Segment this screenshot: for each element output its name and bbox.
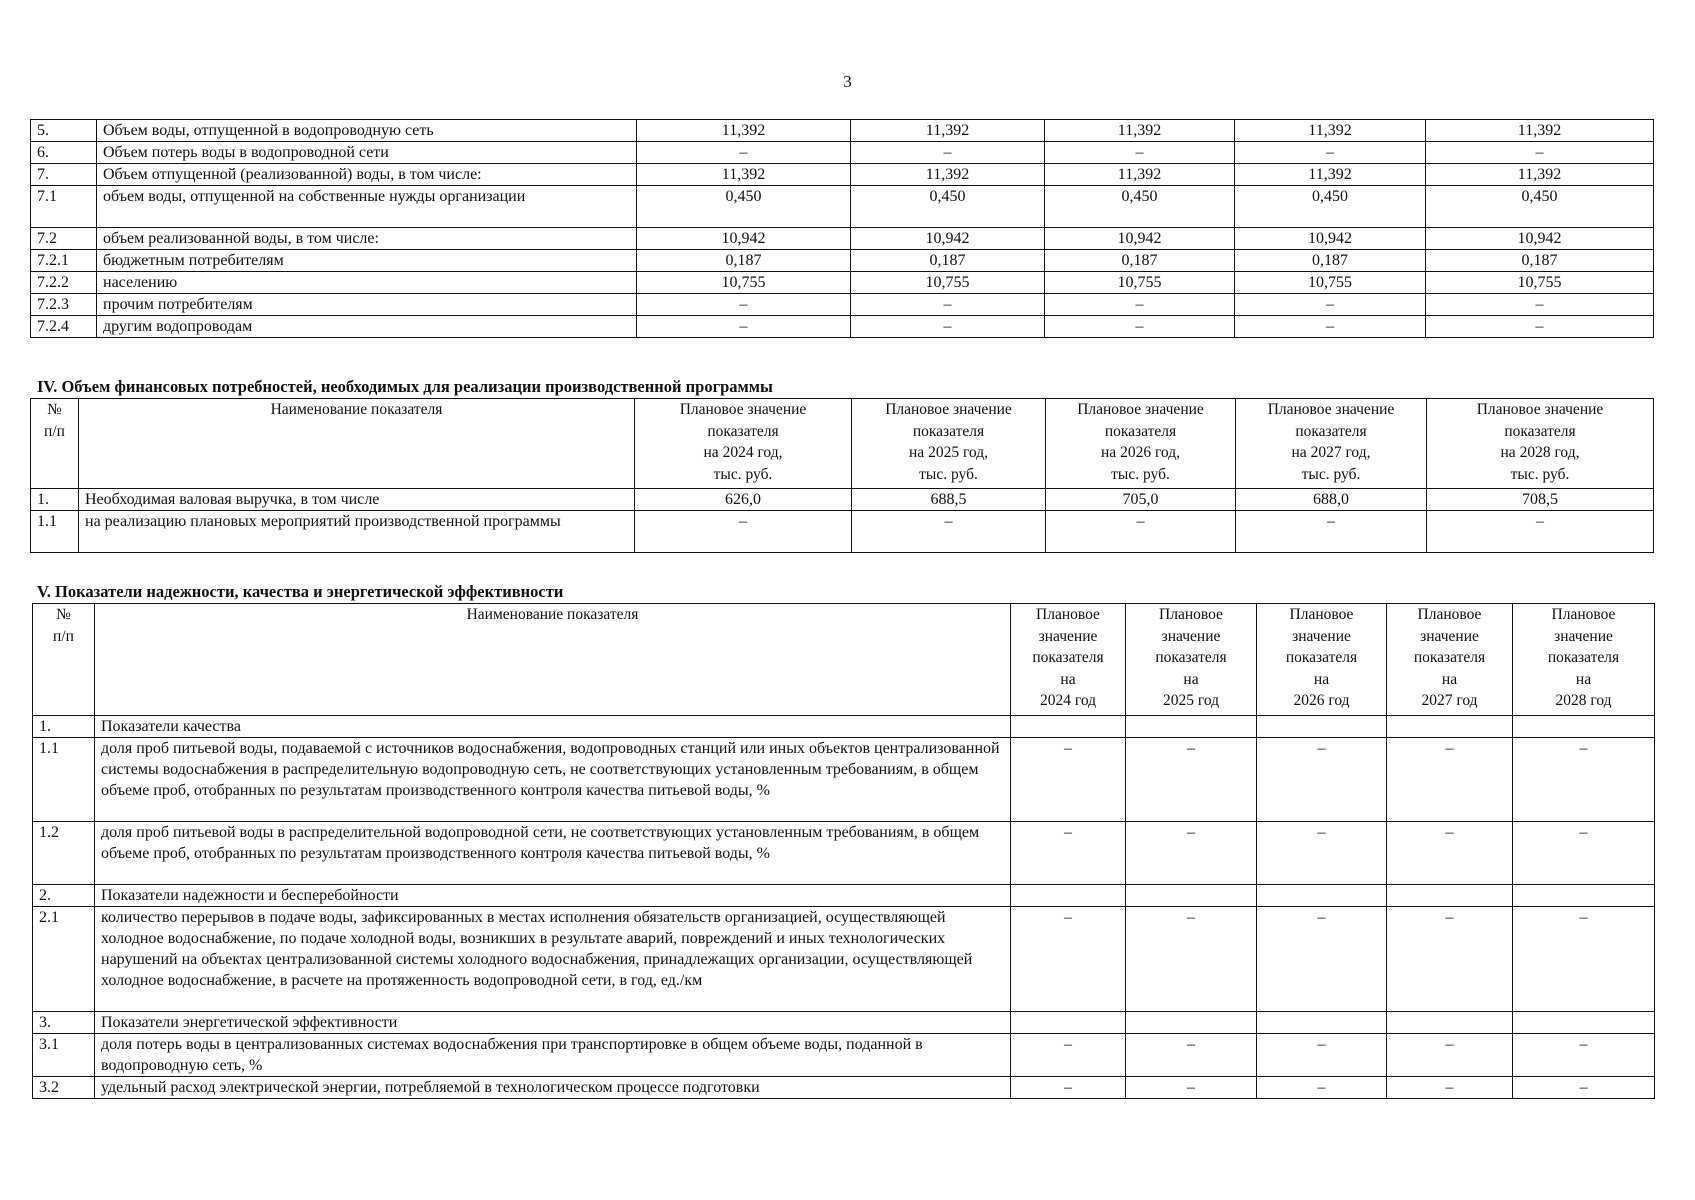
table-row [33, 907, 1655, 1012]
row-indicator-name: Необходимая валовая выручка, в том числе [79, 489, 635, 511]
financial-needs-table [30, 398, 1654, 553]
row-value-2024: – [1011, 822, 1126, 885]
row-value-2024: – [637, 316, 851, 338]
row-number: 7.2.1 [31, 250, 97, 272]
row-indicator-name: количество перерывов в подаче воды, зафиксированных в местах исполнения обязательств организацией, осуществляющей холодное водоснабжение, по подаче холодной воды, возникших в результате аварий, повреждений и иных технологических нарушений на объектах централизованной системы холодного водоснабжения, принадлежащих организации, осуществляющей холодное водоснабжение, в расчете на протяженность водопроводной сети, в год, ед./км [95, 907, 1011, 1012]
row-indicator-name: населению [97, 272, 637, 294]
row-number: 6. [31, 142, 97, 164]
header-line: 2024 год [1039, 692, 1097, 709]
header-num-line: № [47, 401, 62, 418]
row-value-2024 [1011, 885, 1126, 907]
table-row [33, 1034, 1655, 1077]
row-number: 1.1 [33, 738, 95, 822]
header-num [33, 604, 95, 716]
header-line: на 2026 год, [1101, 444, 1180, 461]
table-row [33, 822, 1655, 885]
row-indicator-name: Объем воды, отпущенной в водопроводную сеть [97, 120, 637, 142]
header-year-2024 [635, 399, 852, 489]
header-line: Плановое значение [885, 401, 1012, 418]
header-year-2028 [1513, 604, 1655, 716]
table-header-row [31, 399, 1654, 489]
row-value-2024 [1011, 1012, 1126, 1034]
header-line: показателя [1032, 649, 1104, 666]
header-line: на [1441, 670, 1458, 688]
row-value-2025: 11,392 [851, 120, 1045, 142]
row-value-2028: – [1427, 511, 1654, 553]
header-line: Плановое [1036, 606, 1100, 623]
row-number: 7.2.4 [31, 316, 97, 338]
row-value-2028: 10,942 [1426, 228, 1654, 250]
header-line: Плановое [1159, 606, 1223, 623]
row-indicator-name: Показатели надежности и бесперебойности [95, 885, 1011, 907]
header-name: Наименование показателя [79, 399, 635, 489]
row-number: 3.1 [33, 1034, 95, 1077]
row-number: 3. [33, 1012, 95, 1034]
header-num-line: № [56, 606, 71, 623]
page-number: 3 [843, 72, 852, 91]
header-line: показателя [1155, 649, 1227, 666]
row-value-2025: – [851, 294, 1045, 316]
table-row [31, 164, 1654, 186]
table-row [31, 250, 1654, 272]
row-value-2025: – [851, 142, 1045, 164]
header-line: значение [1554, 627, 1613, 645]
row-value-2025: – [1126, 738, 1257, 822]
row-indicator-name: объем реализованной воды, в том числе: [97, 228, 637, 250]
row-number: 3.2 [33, 1077, 95, 1099]
row-number: 1.1 [31, 511, 79, 553]
row-value-2028: 11,392 [1426, 164, 1654, 186]
row-value-2026 [1257, 716, 1387, 738]
table-row [31, 489, 1654, 511]
header-num [31, 399, 79, 489]
row-value-2028: – [1426, 294, 1654, 316]
row-value-2024: – [637, 142, 851, 164]
header-line: показателя [1413, 649, 1486, 666]
row-value-2025: – [1126, 822, 1257, 885]
row-value-2025: 0,187 [851, 250, 1045, 272]
row-value-2025: – [1126, 1077, 1257, 1099]
row-value-2028 [1513, 716, 1655, 738]
row-value-2028: 10,755 [1426, 272, 1654, 294]
row-value-2026 [1257, 1012, 1387, 1034]
row-value-2025: – [851, 316, 1045, 338]
header-line: показателя [1104, 422, 1177, 440]
row-value-2026: 11,392 [1045, 164, 1235, 186]
table-row [31, 186, 1654, 228]
reliability-quality-table [32, 603, 1655, 1099]
table-row [31, 294, 1654, 316]
header-line: Плановое значение [1077, 401, 1204, 418]
header-year-2025 [1126, 604, 1257, 716]
row-indicator-name: прочим потребителям [97, 294, 637, 316]
row-value-2028: – [1426, 316, 1654, 338]
row-indicator-name: Показатели энергетической эффективности [95, 1012, 1011, 1034]
row-value-2027: – [1387, 1034, 1513, 1077]
row-number: 1.2 [33, 822, 95, 885]
row-indicator-name: удельный расход электрической энергии, потребляемой в технологическом процессе подготовки [95, 1077, 1011, 1099]
row-value-2027: – [1387, 822, 1513, 885]
row-indicator-name: Объем отпущенной (реализованной) воды, в том числе: [97, 164, 637, 186]
row-value-2025: 11,392 [851, 164, 1045, 186]
header-year-2027 [1387, 604, 1513, 716]
row-value-2024: 11,392 [637, 120, 851, 142]
header-line: Плановое [1289, 606, 1354, 623]
header-line: 2025 год [1162, 692, 1220, 709]
row-value-2028: – [1426, 142, 1654, 164]
header-line: показателя [1504, 422, 1576, 440]
header-year-2027 [1236, 399, 1427, 489]
header-line: на [1183, 670, 1199, 688]
row-value-2026: 705,0 [1046, 489, 1236, 511]
row-value-2025: 10,942 [851, 228, 1045, 250]
row-value-2027: 11,392 [1235, 164, 1426, 186]
row-number: 7.2 [31, 228, 97, 250]
row-value-2026: 10,755 [1045, 272, 1235, 294]
header-line: показателя [1295, 422, 1367, 440]
header-year-2026 [1257, 604, 1387, 716]
table-row [31, 272, 1654, 294]
header-line: 2027 год [1421, 692, 1478, 709]
table-row [33, 738, 1655, 822]
row-indicator-name: доля проб питьевой воды в распределительной водопроводной сети, не соответствующих установленным требованиям, в общем объеме проб, отобранных по результатам производственного контроля качества питьевой воды, % [95, 822, 1011, 885]
table-row [33, 885, 1655, 907]
row-value-2028 [1513, 885, 1655, 907]
row-value-2026: – [1257, 822, 1387, 885]
row-indicator-name: доля потерь воды в централизованных системах водоснабжения при транспортировке в общем объеме воды, поданной в водопроводную сеть, % [95, 1034, 1011, 1077]
header-line: на [1575, 670, 1592, 688]
table-row [31, 142, 1654, 164]
row-number: 7.1 [31, 186, 97, 228]
row-value-2026: – [1045, 294, 1235, 316]
row-value-2024: 10,942 [637, 228, 851, 250]
header-line: Плановое [1417, 606, 1482, 623]
row-value-2025: – [1126, 907, 1257, 1012]
header-line: показателя [1285, 649, 1358, 666]
row-value-2024: 11,392 [637, 164, 851, 186]
header-year-2026 [1046, 399, 1236, 489]
header-line: 2026 год [1293, 692, 1350, 709]
row-number: 7. [31, 164, 97, 186]
row-number: 2.1 [33, 907, 95, 1012]
row-number: 5. [31, 120, 97, 142]
row-value-2024: – [1011, 907, 1126, 1012]
row-indicator-name: другим водопроводам [97, 316, 637, 338]
header-year-2028 [1427, 399, 1654, 489]
row-value-2025: – [1126, 1034, 1257, 1077]
row-value-2024: 0,187 [637, 250, 851, 272]
row-value-2026: – [1045, 316, 1235, 338]
header-num-line: п/п [53, 627, 74, 645]
header-line: Плановое [1551, 606, 1616, 623]
row-value-2028: – [1513, 1034, 1655, 1077]
row-value-2027: 0,187 [1235, 250, 1426, 272]
row-indicator-name: Объем потерь воды в водопроводной сети [97, 142, 637, 164]
row-value-2024: – [635, 511, 852, 553]
row-value-2026: – [1046, 511, 1236, 553]
table-row [31, 228, 1654, 250]
table-header-row [33, 604, 1655, 716]
header-line: Плановое значение [1267, 401, 1395, 418]
row-value-2024 [1011, 716, 1126, 738]
row-value-2028 [1513, 1012, 1655, 1034]
table-row [33, 716, 1655, 738]
row-value-2027: – [1235, 294, 1426, 316]
row-value-2026: – [1045, 142, 1235, 164]
header-num-line: п/п [44, 422, 65, 440]
header-line: 2028 год [1555, 692, 1612, 709]
row-value-2024: – [1011, 1034, 1126, 1077]
row-value-2024: 10,755 [637, 272, 851, 294]
table-row [31, 316, 1654, 338]
header-line: на 2028 год, [1500, 444, 1580, 461]
production-volume-table [30, 119, 1654, 338]
row-value-2027: – [1387, 738, 1513, 822]
row-value-2025: – [852, 511, 1046, 553]
row-value-2028: – [1513, 738, 1655, 822]
header-line: значение [1420, 627, 1479, 645]
header-line: тыс. руб. [1510, 465, 1570, 483]
row-number: 1. [33, 716, 95, 738]
row-number: 7.2.3 [31, 294, 97, 316]
header-line: тыс. руб. [919, 465, 978, 483]
table-row [31, 120, 1654, 142]
section-v-title: V. Показатели надежности, качества и энергетической эффективности [37, 582, 564, 601]
row-value-2025: 688,5 [852, 489, 1046, 511]
table-row [33, 1077, 1655, 1099]
row-value-2026: 0,450 [1045, 186, 1235, 228]
row-value-2027 [1387, 885, 1513, 907]
header-line: Плановое значение [679, 401, 807, 418]
row-value-2027: 10,942 [1235, 228, 1426, 250]
row-value-2025 [1126, 885, 1257, 907]
row-value-2025 [1126, 716, 1257, 738]
row-value-2027: – [1235, 142, 1426, 164]
row-value-2028: 11,392 [1426, 120, 1654, 142]
row-value-2027: 10,755 [1235, 272, 1426, 294]
row-value-2028: – [1513, 907, 1655, 1012]
header-year-2024 [1011, 604, 1126, 716]
header-line: тыс. руб. [713, 465, 773, 483]
row-indicator-name: на реализацию плановых мероприятий производственной программы [79, 511, 635, 553]
header-year-2025 [852, 399, 1046, 489]
row-number: 2. [33, 885, 95, 907]
row-value-2024: – [1011, 738, 1126, 822]
row-value-2025: 10,755 [851, 272, 1045, 294]
row-value-2026: 10,942 [1045, 228, 1235, 250]
row-value-2027: – [1387, 907, 1513, 1012]
header-line: показателя [1547, 649, 1620, 666]
header-line: на 2027 год, [1291, 444, 1371, 461]
row-value-2027: 688,0 [1236, 489, 1427, 511]
header-line: на [1060, 670, 1076, 688]
row-value-2026: – [1257, 1034, 1387, 1077]
row-value-2026 [1257, 885, 1387, 907]
row-value-2027: 11,392 [1235, 120, 1426, 142]
row-value-2027 [1387, 1012, 1513, 1034]
row-value-2026: 0,187 [1045, 250, 1235, 272]
row-indicator-name: Показатели качества [95, 716, 1011, 738]
header-line: Плановое значение [1476, 401, 1604, 418]
header-line: тыс. руб. [1111, 465, 1170, 483]
row-value-2027: 0,450 [1235, 186, 1426, 228]
row-value-2028: – [1513, 822, 1655, 885]
row-indicator-name: бюджетным потребителям [97, 250, 637, 272]
row-indicator-name: объем воды, отпущенной на собственные нужды организации [97, 186, 637, 228]
table-row [33, 1012, 1655, 1034]
row-value-2025 [1126, 1012, 1257, 1034]
row-value-2026: – [1257, 738, 1387, 822]
header-line: на 2024 год, [703, 444, 783, 461]
row-value-2025: 0,450 [851, 186, 1045, 228]
header-name: Наименование показателя [95, 604, 1011, 716]
row-value-2027: – [1235, 316, 1426, 338]
row-value-2026: 11,392 [1045, 120, 1235, 142]
row-value-2028: – [1513, 1077, 1655, 1099]
header-line: значение [1161, 627, 1221, 645]
header-line: показателя [912, 422, 985, 440]
row-value-2026: – [1257, 1077, 1387, 1099]
row-value-2026: – [1257, 907, 1387, 1012]
row-indicator-name: доля проб питьевой воды, подаваемой с источников водоснабжения, водопроводных станций или иных объектов централизованной системы водоснабжения в распределительную водопроводную сеть, не соответствующих установленным требованиям, в общем объеме проб, отобранных по результатам производственного контроля качества питьевой воды, % [95, 738, 1011, 822]
row-number: 7.2.2 [31, 272, 97, 294]
header-line: значение [1292, 627, 1351, 645]
row-value-2028: 708,5 [1427, 489, 1654, 511]
row-value-2024: – [637, 294, 851, 316]
row-value-2028: 0,187 [1426, 250, 1654, 272]
header-line: тыс. руб. [1301, 465, 1361, 483]
header-line: на [1313, 670, 1330, 688]
header-line: значение [1038, 627, 1098, 645]
table-row [31, 511, 1654, 553]
header-line: на 2025 год, [909, 444, 988, 461]
row-number: 1. [31, 489, 79, 511]
header-line: показателя [707, 422, 779, 440]
row-value-2027: – [1236, 511, 1427, 553]
section-iv-title: IV. Объем финансовых потребностей, необходимых для реализации производственной программы [37, 377, 773, 396]
row-value-2028: 0,450 [1426, 186, 1654, 228]
row-value-2024: 626,0 [635, 489, 852, 511]
row-value-2027: – [1387, 1077, 1513, 1099]
row-value-2027 [1387, 716, 1513, 738]
row-value-2024: 0,450 [637, 186, 851, 228]
row-value-2024: – [1011, 1077, 1126, 1099]
